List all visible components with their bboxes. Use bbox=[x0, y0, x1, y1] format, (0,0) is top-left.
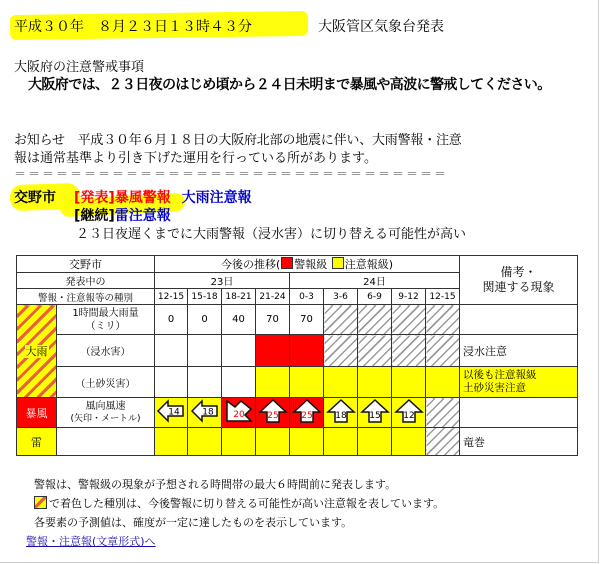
time-slot: 6-9 bbox=[358, 289, 392, 305]
rain-amount-unit: （ミリ） bbox=[85, 320, 126, 332]
footer-note-1: 警報は、警報級の現象が予想される時間帯の最大６時間前に発表します。 bbox=[34, 478, 397, 491]
wind-value: 18 bbox=[201, 407, 214, 418]
wind-cell-advisory bbox=[392, 398, 426, 428]
wind-cell-warning bbox=[290, 398, 324, 428]
landslide-cell-advisory bbox=[426, 367, 460, 398]
text-format-link[interactable]: 警報・注意報(文章形式)へ bbox=[26, 535, 156, 548]
wind-category bbox=[17, 398, 57, 428]
issued-warning: 暴風警報 bbox=[114, 190, 171, 206]
landslide-cell-advisory bbox=[290, 367, 324, 398]
area-name: 交野市 bbox=[14, 190, 56, 206]
wind-speed-title: 風向風速 bbox=[85, 400, 126, 412]
rain-amount-cell-na bbox=[324, 305, 358, 335]
time-slot: 12-15 bbox=[155, 289, 188, 305]
legend-warning: 警報級 bbox=[294, 258, 328, 271]
rain-amount-title: 1時間最大雨量 bbox=[72, 307, 139, 319]
landslide-label: （土砂災害） bbox=[57, 367, 155, 398]
wind-value: 18 bbox=[334, 411, 347, 421]
flood-cell-na bbox=[426, 335, 460, 367]
wind-remark bbox=[460, 398, 578, 428]
continue-tag: [継続] bbox=[74, 208, 115, 224]
flood-label: （浸水害） bbox=[57, 335, 155, 367]
wind-arrow-up-icon bbox=[326, 398, 356, 424]
issuer: 大阪管区気象台発表 bbox=[318, 19, 444, 35]
thunder-remark: 竜巻 bbox=[460, 428, 578, 456]
wind-value: 25 bbox=[266, 411, 279, 421]
day-23: 23日 bbox=[155, 273, 290, 289]
footer-note-2 bbox=[34, 495, 444, 511]
landslide-cell-advisory bbox=[358, 367, 392, 398]
flood-cell-na bbox=[358, 335, 392, 367]
info-line-1: お知らせ 平成３０年６月１８日の大阪府北部の地震に伴い、大雨警報・注意 bbox=[14, 133, 462, 148]
landslide-cell bbox=[222, 367, 256, 398]
thunder-cell-advisory bbox=[324, 428, 358, 456]
rain-amount-cell: 0 bbox=[188, 305, 222, 335]
rain-amount-cell: 70 bbox=[256, 305, 290, 335]
time-slot: 9-12 bbox=[392, 289, 426, 305]
thunder-cell-advisory bbox=[188, 428, 222, 456]
flood-cell-na bbox=[392, 335, 426, 367]
wind-cell-na bbox=[426, 398, 460, 428]
remarks-title-2: 関連する現象 bbox=[482, 280, 555, 294]
wind-arrow-up-icon bbox=[292, 398, 322, 424]
forecast-table bbox=[16, 255, 578, 456]
footer-note-2-text: で着色した種別は、今後警報に切り替える可能性が高い注意報を表しています。 bbox=[49, 497, 445, 510]
wind-value: 25 bbox=[300, 411, 313, 421]
flood-cell bbox=[155, 335, 188, 367]
landslide-remark-2: 土砂災害注意 bbox=[463, 382, 526, 394]
advisory-swatch bbox=[332, 257, 344, 269]
rain-amount-cell-na bbox=[358, 305, 392, 335]
issued-datetime: 平成３０年 ８月２３日１３時４３分 bbox=[14, 19, 252, 35]
time-slot: 18-21 bbox=[222, 289, 256, 305]
wind-speed-label bbox=[57, 398, 155, 428]
thunder-cell-na bbox=[426, 428, 460, 456]
wind-arrow-up-icon bbox=[394, 398, 424, 424]
wind-cell-advisory bbox=[155, 398, 188, 428]
type-header-1: 発表中の bbox=[17, 273, 155, 289]
wind-cell-advisory bbox=[188, 398, 222, 428]
rain-amount-remark bbox=[460, 305, 578, 335]
time-slot: 21-24 bbox=[256, 289, 290, 305]
rain-amount-cell-na bbox=[426, 305, 460, 335]
wind-cell-warning bbox=[222, 398, 256, 428]
landslide-cell bbox=[155, 367, 188, 398]
warning-swatch bbox=[281, 257, 293, 269]
wind-arrow-down-left-icon bbox=[224, 398, 254, 424]
thunder-cell-advisory bbox=[358, 428, 392, 456]
time-slot: 12-15 bbox=[426, 289, 460, 305]
wind-value: 20 bbox=[232, 410, 245, 420]
wind-speed-unit: (矢印・メートル) bbox=[70, 413, 141, 424]
time-slot: 15-18 bbox=[188, 289, 222, 305]
legend-advisory: 注意報級) bbox=[344, 258, 394, 271]
hatched-legend-swatch bbox=[34, 496, 47, 509]
remarks-header bbox=[460, 256, 578, 305]
wind-cell-advisory bbox=[324, 398, 358, 428]
day-24: 24日 bbox=[290, 273, 460, 289]
trend-header bbox=[155, 256, 460, 273]
rain-amount-label bbox=[57, 305, 155, 335]
info-line-2: 報は通常基準より引き下げた運用を行っている所があります。 bbox=[14, 151, 377, 166]
trend-title: 今後の推移( bbox=[220, 258, 281, 271]
wind-value: 14 bbox=[168, 407, 180, 418]
remarks-title-1: 備考・ bbox=[500, 265, 537, 279]
flood-cell bbox=[222, 335, 256, 367]
type-header-2: 警報・注意報等の種別 bbox=[17, 289, 155, 305]
wind-arrow-up-icon bbox=[258, 398, 288, 424]
rain-amount-cell: 40 bbox=[222, 305, 256, 335]
landslide-cell bbox=[188, 367, 222, 398]
issue-tag: [発表] bbox=[74, 190, 115, 206]
thunder-cell-advisory bbox=[392, 428, 426, 456]
city-header: 交野市 bbox=[17, 256, 155, 273]
flood-cell-warning bbox=[290, 335, 324, 367]
thunder-cell-advisory bbox=[222, 428, 256, 456]
rain-amount-cell: 0 bbox=[155, 305, 188, 335]
thunder-cell-advisory bbox=[155, 428, 188, 456]
thunder-cell-advisory bbox=[256, 428, 290, 456]
notice-title: 大阪府の注意警戒事項 bbox=[14, 60, 145, 75]
flood-cell-warning bbox=[256, 335, 290, 367]
landslide-cell-advisory bbox=[392, 367, 426, 398]
landslide-remark-1: 以後も注意報級 bbox=[463, 369, 537, 381]
thunder-category bbox=[17, 428, 57, 456]
issue-line bbox=[74, 187, 252, 207]
thunder-blank bbox=[57, 428, 155, 456]
divider: ＝＝＝＝＝＝＝＝＝＝＝＝＝＝＝＝＝＝＝＝＝＝＝＝＝＝＝＝＝＝＝ bbox=[14, 167, 449, 181]
landslide-cell-advisory bbox=[256, 367, 290, 398]
wind-cell-advisory bbox=[358, 398, 392, 428]
issued-advisory: 大雨注意報 bbox=[181, 190, 252, 206]
thunder-cell-advisory bbox=[290, 428, 324, 456]
footer-note-3: 各要素の予測値は、確度が一定に達したものを表示しています。 bbox=[34, 516, 353, 529]
rain-amount-cell: 70 bbox=[290, 305, 324, 335]
notice-body: 大阪府では、２３日夜のはじめ頃から２４日未明まで暴風や高波に警戒してください。 bbox=[28, 77, 551, 93]
flood-remark: 浸水注意 bbox=[460, 335, 578, 367]
landslide-cell-advisory bbox=[324, 367, 358, 398]
wind-arrow-left-icon bbox=[190, 399, 220, 423]
landslide-remark bbox=[460, 367, 578, 398]
wind-arrow-left-icon bbox=[156, 399, 186, 423]
flood-cell-na bbox=[324, 335, 358, 367]
rain-category bbox=[17, 305, 57, 398]
time-slot: 0-3 bbox=[290, 289, 324, 305]
area-remark: ２３日夜遅くまでに大雨警報（浸水害）に切り替える可能性が高い bbox=[76, 227, 467, 242]
wind-value: 15 bbox=[368, 411, 381, 421]
rain-amount-cell-na bbox=[392, 305, 426, 335]
flood-cell bbox=[188, 335, 222, 367]
wind-arrow-up-icon bbox=[360, 398, 390, 424]
wind-value: 12 bbox=[402, 411, 415, 421]
wind-cell-warning bbox=[256, 398, 290, 428]
thunder-label: 雷 bbox=[31, 435, 42, 449]
continued-advisory: 雷注意報 bbox=[114, 208, 171, 224]
rain-label: 大雨 bbox=[25, 345, 48, 358]
wind-label: 暴風 bbox=[25, 406, 48, 420]
continue-line bbox=[74, 205, 171, 225]
time-slot: 3-6 bbox=[324, 289, 358, 305]
